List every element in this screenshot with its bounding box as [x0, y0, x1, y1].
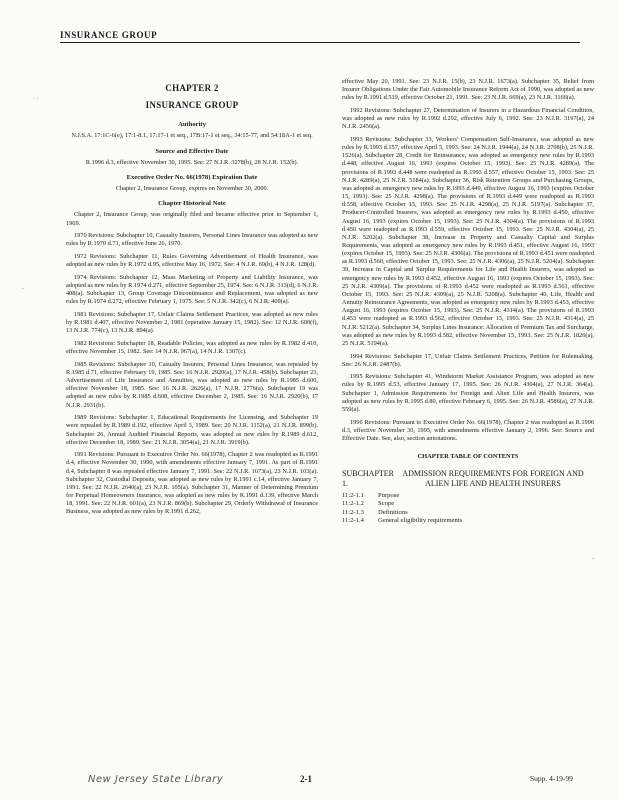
left-column [66, 78, 318, 521]
toc-section-title: General eligibility requirements [378, 517, 463, 525]
history-paragraph: effective May 20, 1991. See: 23 N.J.R. 15(b), 23 N.J.R. 1673(a). Subchapter 35, Relief from Insurer Obligations Under the Fair Automobile Insurance Reform Act of 1990, was adopted as new rules by R.1991 d.519, effective October 21, 1991. See: 23 N.J.R. 669(a), 23 N.J.R. 3166(a). [342, 78, 594, 102]
history-paragraph: 1981 Revisions: Subchapter 17, Unfair Claims Settlement Practices, was adopted as new rules by R.1981 d.407, effective November 2, 1981 (operative January 15, 1982). See: 12 N.J.R. 600(f), 13 N.J.R. 774(c), 13 N.J.R. 894(a). [66, 310, 318, 335]
toc-subchapter-number: SUBCHAPTER 1. [342, 469, 395, 488]
history-paragraph: 1995 Revisions: Subchapter 41, Windstorm Market Assistance Program, was adopted as new rules by R.1995 d.53, effective January 17, 1995. See: 26 N.J.R. 4304(a), 27 N.J.R. 364(a). Subchapter 1, Admission Requirements for Foreign and Alien Life and Health Insurers, was adopted as new rules by R.1995 d.80, effective February 6, 1995. See: 26 N.J.R. 4586(a), 27 N.J.R. 559(a). [342, 373, 594, 413]
history-paragraph: 1972 Revisions: Subchapter 11, Rules Governing Advertisement of Health Insurance, was adopted as new rules by R.1972 d.95, effective May 16, 1972. See: 4 N.J.R. 69(b), 4 N.J.R. 128(d). [66, 253, 318, 269]
toc-section-title: Definitions [378, 508, 408, 516]
toc-section-number: 11:2-1.4 [342, 517, 364, 525]
library-watermark: New Jersey State Library [88, 774, 224, 785]
toc-section-number: 11:2-1.3 [342, 508, 364, 516]
history-paragraph: 1989 Revisions: Subchapter 1, Educational Requirements for Licensing, and Subchapter 19 were repealed by R.1989 d.192, effective April 3, 1989. See: 20 N.J.R. 1152(a), 21 N.J.R. 899(b). Subchapter 26, Annual Audited Financial Reports, was adopted as new rules by R.1989 d.612, effective December 18, 1989. See: 21 N.J.R. 3054(a), 21 N.J.R. 3919(b). [66, 414, 318, 446]
margin-mark: - [592, 556, 594, 562]
authority-heading: Authority [178, 121, 206, 129]
toc-row[interactable] [342, 517, 594, 525]
page-number: 2-1 [300, 774, 312, 784]
toc-row[interactable] [342, 509, 594, 517]
historical-note-heading: Chapter Historical Note [158, 200, 226, 208]
supplement-date: Supp. 4-19-99 [530, 774, 573, 783]
history-paragraph: 1974 Revisions: Subchapter 12, Mass Marketing of Property and Liability Insurance, was adopted as new rules by R.1974 d.271, effective September 25, 1974. See: 6 N.J.R. 313(d), 6 N.J.R. 408(a). Subchapter 13, Group Coverage Discontinuance and Replacement, was adopted as new rules by R.1974 d.272, effective February 1, 1975. See: 5 N.J.R. 342(c), 6 N.J.R. 409(a). [66, 273, 318, 306]
running-title: INSURANCE GROUP [60, 30, 158, 40]
toc-section-title: Scope [378, 500, 395, 508]
history-paragraph: 1992 Revisions: Subchapter 27, Determination of Insurers in a Hazardous Financial Condition, was adopted as new rules by R.1992 d.292, effective July 6, 1992. See: 23 N.J.R. 3197(a), 24 N.J.R. 2456(a). [342, 106, 594, 131]
history-paragraph: 1994 Revisions: Subchapter 17, Unfair Claims Settlement Practices, Petition for Rulemaking. See: 26 N.J.R. 2487(b). [342, 352, 594, 368]
toc-section-number: 11:2-1.2 [342, 500, 364, 508]
history-paragraph: 1996 Revisions: Pursuant to Executive Order No. 66(1978), Chapter 2 was readopted as R.1996 d.3, effective November 30, 1995, with amendments effective January 2, 1996. See: Source and Effective Date. See, also, section annotations. [342, 418, 594, 442]
toc-row[interactable] [342, 500, 594, 508]
authority-text: N.J.S.A. 17:1C-6(e), 17:1-8.1, 17:17-1 et seq., 17B:17-1 et seq., 34:15-77, and 54:18A-1 et seq. [71, 132, 313, 140]
history-paragraph: 1985 Revisions: Subchapter 10, Casualty Insurers, Personal Lines Insurance, was repealed by R.1985 d.71, effective February 19, 1985. See: 16 N.J.R. 2920(a), 17 N.J.R. 458(b). Subchapter 23, Advertisement of Life Insurance and Annuities, was adopted as new rules by R.1985 d.600, effective November 18, 1985. See: 16 N.J.R. 2626(a), 17 N.J.R. 2776(a). Subchapter 19 was adopted as new rules by R.1985 d.608, effective December 2, 1985. See: 16 N.J.R. 2920(b), 17 N.J.R. 2931(b). [66, 360, 318, 409]
history-paragraph: Chapter 2, Insurance Group, was originally filed and became effective prior to September 1, 1969. [66, 211, 318, 227]
source-text: R.1996 d.3, effective November 30, 1995. See: 27 N.J.R. 3278(b), 28 N.J.R. 152(b). [85, 158, 299, 166]
history-paragraph: 1982 Revisions: Subchapter 18, Readable Policies, was adopted as new rules by R.1982 d.410, effective November 15, 1982. See: 14 N.J.R. 967(a), 14 N.J.R. 1307(c). [66, 339, 318, 356]
executive-order-heading: Executive Order No. 66(1978) Expiration Date [126, 173, 258, 181]
source-heading: Source and Effective Date [155, 147, 229, 155]
toc-row[interactable] [342, 492, 594, 500]
history-paragraph: 1970 Revisions: Subchapter 10, Casualty Insurers, Personal Lines Insurance was adopted as new rules by R.1970 d.71, effective June 26, 1970. [66, 232, 318, 248]
margin-mark: - [22, 286, 24, 292]
toc-section-number: 11:2-1.1 [342, 492, 364, 500]
history-paragraph: 1993 Revisions: Subchapter 33, Workers' Compensation Self-Insurance, was adopted as new rules by R.1993 d.157, effective April 5, 1993. See: 24 N.J.R. 1944(a), 24 N.J.R. 2708(b), 25 N.J.R. 1526(a). Subchapter 28, Credit for Reinsurance, was adopted as emergency new rules by R.1993 d.448, effective August 16, 1993 (expires October 15, 1993). See: 25 N.J.R. 4289(a). The provisions of R.1993 d.448 were readopted as R.1993 d.557, effective October 15, 1993. See: 25 N.J.R. 4289(a), 25 N.J.R. 5184(a). Subchapter 36, Risk Retention Groups and Purchasing Groups, was adopted as emergency new rules by R.1993 d.449, effective August 16, 1993 (expires October 15, 1993). See: 25 N.J.R. 4298(a). The provisions of R.1993 d.449 were readopted as R.1993 d.558, effective October 15, 1993. See: 25 N.J.R. 4298(a), 25 N.J.R. 5197(a). Subchapter 37, Producer-Controlled Insurers, was adopted as emergency new rules by R.1993 d.450, effective August 16, 1993 (expires October 15, 1993). See: 25 N.J.R. 4304(a). The provisions of R.1993 d.450 were readopted as R.1993 d.559, effective October 15, 1993. See: 25 N.J.R. 4304(a), 25 N.J.R. 5202(a). Subchapter 38, Increase in Property and Casualty Capital and Surplus Requirements, was adopted as emergency new rules by R.1993 d.451, effective August 16, 1993 (expires October 15, 1993). See: 25 N.J.R. 4306(a). The provisions of R.1993 d.451 were readopted as R.1993 d.560, effective October 15, 1993. See: 25 N.J.R. 4306(a), 25 N.J.R. 5204(a). Subchapter 39, Increase in Capital and Surplus Requirements for Life and Health Insurers, was adopted as emergency new rules by R.1993 d.452, effective August 16, 1993 (expires October 15, 1993). See: 25 N.J.R. 4309(a). The provisions of R.1993 d.452 were readopted as R.1993 d.561, effective October 15, 1993. See: 25 N.J.R. 4309(a), 25 N.J.R. 5208(a). Subchapter 40, Life, Health and Annuity Reinsurance Agreements, was adopted as emergency new rules by R.1993 d.453, effective August 16, 1993 (expires October 15, 1993). See: 25 N.J.R. 4314(a). The provisions of R.1993 d.453 were readopted as R.1993 d.562, effective October 15, 1993. See: 25 N.J.R. 4314(a), 25 N.J.R. 5212(a). Subchapter 34, Surplus Lines Insurance: Allocation of Premium Tax and Surcharge, was adopted as new rules by R.1993 d.582, effective November 15, 1993. See: 25 N.J.R. 1826(a), 25 N.J.R. 5194(a). [342, 135, 594, 347]
margin-mark: · - [33, 96, 39, 102]
toc-heading: CHAPTER TABLE OF CONTENTS [417, 453, 519, 461]
toc-section-title: Purpose [378, 492, 400, 500]
right-column [342, 78, 594, 526]
chapter-title: INSURANCE GROUP [145, 100, 239, 111]
toc-subchapter-title: ADMISSION REQUIREMENTS FOR FOREIGN AND ALIEN LIFE AND HEALTH INSURERS [402, 469, 584, 488]
executive-order-text: Chapter 2, Insurance Group, expires on November 30, 2000. [115, 185, 269, 193]
history-paragraph: 1991 Revisions: Pursuant to Executive Order No. 66(1978), Chapter 2 was readopted as R.1991 d.4, effective November 30, 1990, with amendments effective January 7, 1991. As part of R.1991 d.4, Subchapter 8 was repealed effective January 7, 1991. See: 22 N.J.R. 1673(a), 23 N.J.R. 103(a). Subchapter 32, Custodial Deposits, was adopted as new rules by R.1991 c.14, effective January 7, 1991. See: 22 N.J.R. 2640(a), 23 N.J.R. 105(a). Subchapter 31, Manner of Determining Premium for Perpetual Homeowners Insurance, was adopted as new rules by R.1991 d.139, effective March 18, 1991. See: 22 N.J.R. 601(a), 23 N.J.R. 869(b). Subchapter 29, Orderly Withdrawal of Insurance Business, was adopted as new rules by R.1991 d.262, [66, 451, 318, 516]
margin-mark: ~ [594, 242, 598, 248]
toc-subchapter [342, 469, 594, 488]
running-header [60, 30, 580, 43]
chapter-number: CHAPTER 2 [165, 83, 219, 93]
